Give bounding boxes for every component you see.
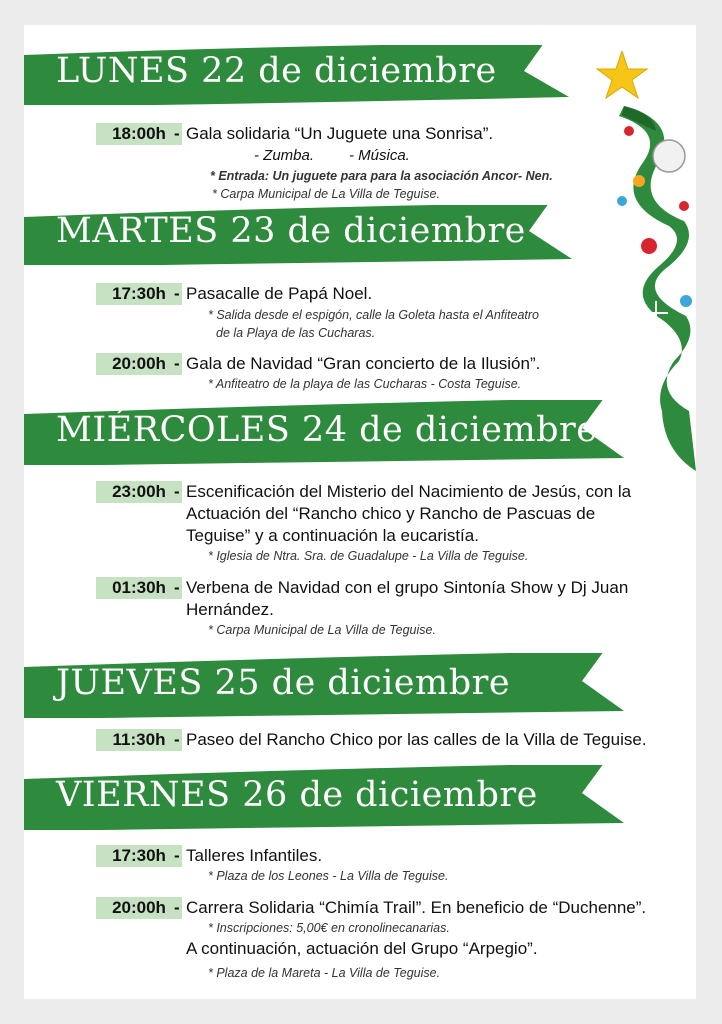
event-note: * Carpa Municipal de La Villa de Teguise. xyxy=(212,187,440,201)
event-dash: - xyxy=(174,482,180,501)
event-time: 23:00h xyxy=(96,481,182,503)
drum-icon xyxy=(653,140,685,172)
event-note: * Anfiteatro de la playa de las Cucharas - Costa Teguise. xyxy=(208,377,522,391)
event-text: Escenificación del Misterio del Nacimiento de Jesús, con la Actuación del “Rancho chico y Rancho de Pascuas de Teguise” y a continuación la eucaristía. xyxy=(186,482,632,545)
event-dash: - xyxy=(174,284,180,303)
day-banner-lunes xyxy=(24,45,584,105)
christmas-tree-decoration xyxy=(594,51,696,481)
star-icon xyxy=(597,51,647,98)
event-note: * Entrada: Un juguete para para la asociación Ancor- Nen. xyxy=(210,169,553,183)
day-banner-martes xyxy=(24,205,584,265)
day-title: JUEVES 25 de diciembre xyxy=(56,663,511,703)
day-title: MARTES 23 de diciembre xyxy=(56,211,526,251)
event-dash: - xyxy=(174,730,180,749)
event-dash: - xyxy=(174,898,180,917)
event-text: Paseo del Rancho Chico por las calles de la Villa de Teguise. xyxy=(186,730,647,749)
program-page xyxy=(24,25,696,999)
event-time: 20:00h xyxy=(96,353,182,375)
day-title: VIERNES 26 de diciembre xyxy=(56,775,538,815)
event-note: * Iglesia de Ntra. Sra. de Guadalupe - La Villa de Teguise. xyxy=(208,549,529,563)
event-text: Pasacalle de Papá Noel. xyxy=(186,284,373,303)
event-note: * Carpa Municipal de La Villa de Teguise. xyxy=(208,623,436,637)
event-time: 17:30h xyxy=(96,845,182,867)
event-text: Gala solidaria “Un Juguete una Sonrisa”. xyxy=(186,124,494,143)
day-title: LUNES 22 de diciembre xyxy=(56,51,497,91)
event-note: de la Playa de las Cucharas. xyxy=(216,326,376,340)
ornament-icon xyxy=(641,238,657,254)
event-sub: - Zumba. xyxy=(254,147,315,164)
event-note: * Plaza de la Mareta - La Villa de Teguise. xyxy=(208,966,441,980)
event-dash: - xyxy=(174,354,180,373)
event-note: * Inscripciones: 5,00€ en cronolinecanarias. xyxy=(208,921,450,935)
event-time: 01:30h xyxy=(96,577,182,599)
event-dash: - xyxy=(174,124,180,143)
event-time: 11:30h xyxy=(96,729,182,751)
day-banner-jueves xyxy=(24,653,624,713)
ornament-icon xyxy=(617,196,627,206)
ornament-icon xyxy=(633,175,645,187)
event-extra: A continuación, actuación del Grupo “Arpegio”. xyxy=(186,939,538,958)
event-dash: - xyxy=(174,578,180,597)
day-title: MIÉRCOLES 24 de diciembre xyxy=(56,410,598,450)
event-note: * Salida desde el espigón, calle la Goleta hasta el Anfiteatro xyxy=(208,308,539,322)
event-text: Talleres Infantiles. xyxy=(186,846,323,865)
event-sub: - Música. xyxy=(349,147,410,164)
event-text: Carrera Solidaria “Chimía Trail”. En beneficio de “Duchenne”. xyxy=(186,898,647,917)
event-time: 20:00h xyxy=(96,897,182,919)
event-note: * Plaza de los Leones - La Villa de Teguise. xyxy=(208,869,449,883)
ornament-icon xyxy=(679,201,689,211)
ornament-icon xyxy=(624,126,634,136)
event-dash: - xyxy=(174,846,180,865)
event-time: 17:30h xyxy=(96,283,182,305)
event-text: Verbena de Navidad con el grupo Sintonía Show y Dj Juan Hernández. xyxy=(186,578,629,619)
day-banner-viernes xyxy=(24,765,624,825)
event-text: Gala de Navidad “Gran concierto de la Ilusión”. xyxy=(186,354,541,373)
day-banner-miercoles xyxy=(24,400,624,460)
event-time: 18:00h xyxy=(96,123,182,145)
ornament-icon xyxy=(680,295,692,307)
